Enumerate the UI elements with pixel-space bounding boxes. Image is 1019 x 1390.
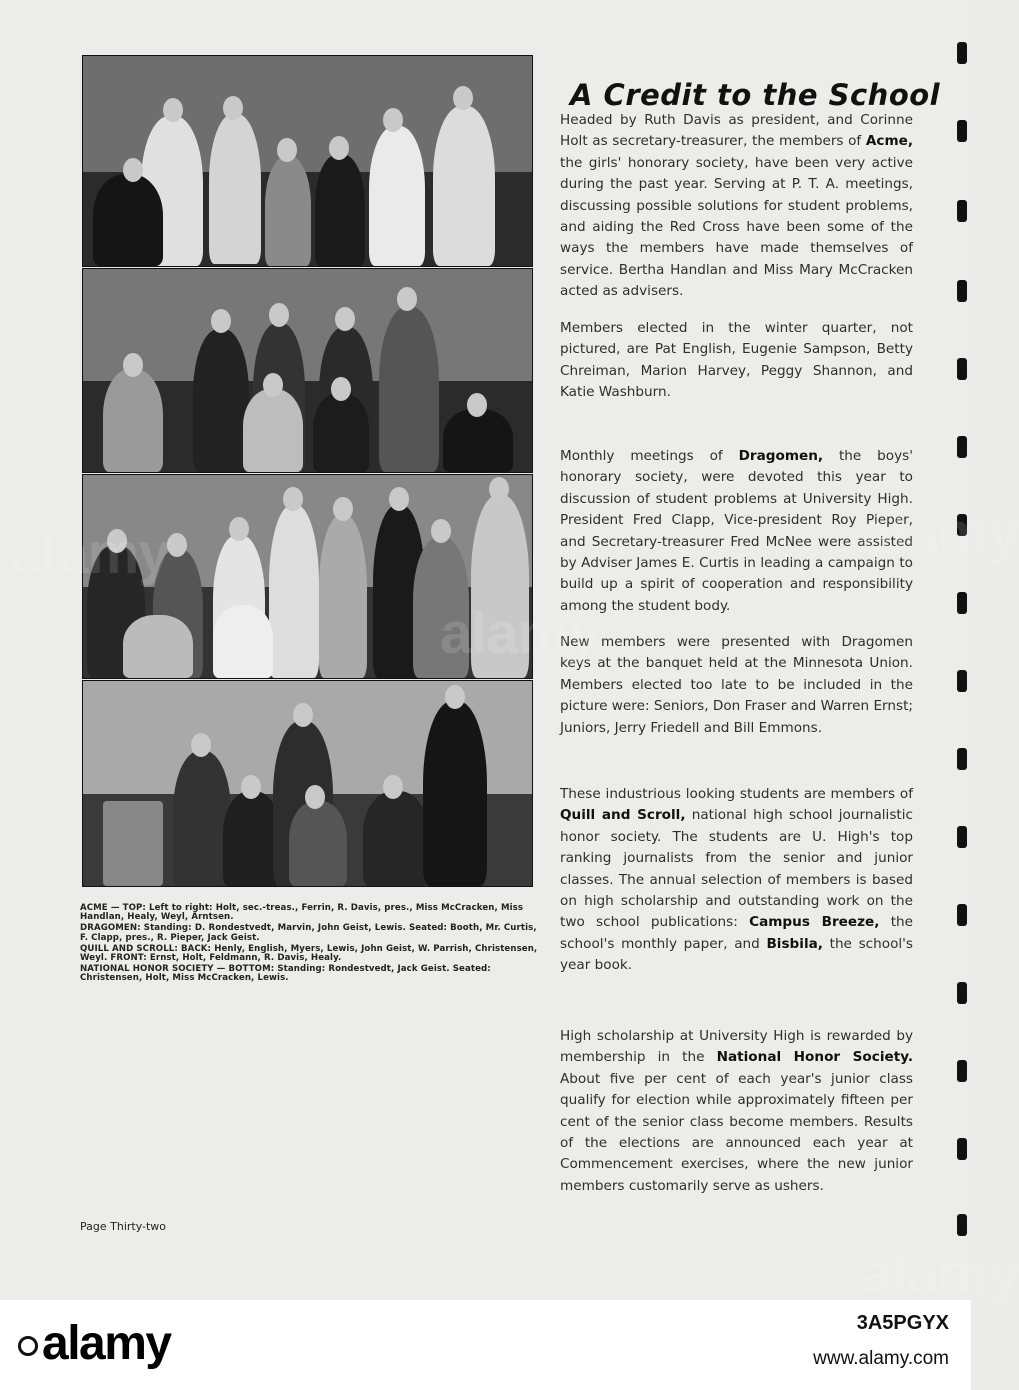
- photo-quill-and-scroll: [82, 474, 533, 679]
- caption-acme: ACME — TOP: Left to right: Holt, sec.-treas., Ferrin, R. Davis, pres., Miss McCracken, Miss Handlan, Healy, Weyl, Arntsen.: [80, 903, 524, 923]
- watermark: alamy: [860, 1241, 1019, 1306]
- caption-national-honor-society: NATIONAL HONOR SOCIETY — BOTTOM: Standing: Rondestvedt, Jack Geist. Seated: Christensen, Holt, Miss McCracken, Lewis.: [80, 964, 491, 984]
- watermark: alamy: [860, 501, 1019, 566]
- page-title: A Credit to the School: [570, 78, 941, 112]
- image-id: 3A5PGYX: [856, 1312, 949, 1334]
- paragraph-acme: Headed by Ruth Davis as president, and Corinne Holt as secretary-treasurer, the members of Acme, the girls' honorary society, have been very active during the past year. Serving at P. T. A. meetings, discussing possible solutions for student problems, and aiding the Red Cross have been some of the ways the members have made themselves of service. Bertha Handlan and Miss Mary McCracken acted as advisers.: [560, 112, 913, 300]
- bisbila: Bisbila,: [766, 935, 823, 952]
- paragraph-dragomen-members: New members were presented with Dragomen keys at the banquet held at the Minnesota Union. Members elected too late to be included in the picture were: Seniors, Don Fraser and Warren Ernst; Juniors, Jerry Friedell and Bill Emmons.: [560, 634, 913, 736]
- spiral-binding: [941, 0, 971, 1300]
- quill-name: Quill and Scroll,: [560, 807, 686, 824]
- photo-acme: [82, 55, 533, 267]
- paragraph-national-honor-society: High scholarship at University High is rewarded by membership in the National Honor Society. About five per cent of each year's junior class qualify for election while approximately fifteen per cent of the senior class become members. Results of the elections are announced each year at Commencement exercises, where the new junior members customarily serve as ushers.: [560, 1028, 913, 1194]
- caption-dragomen: DRAGOMEN: Standing: D. Rondestvedt, Marvin, John Geist, Lewis. Seated: Booth, Mr. Curtis, F. Clapp, pres., R. Pieper, Jack Geist.: [80, 923, 537, 943]
- campus-breeze: Campus Breeze,: [749, 914, 880, 931]
- caption-quill-and-scroll: QUILL AND SCROLL: BACK: Henly, English, Myers, Lewis, John Geist, W. Parrish, Christensen, Weyl. FRONT: Ernst, Holt, Feldmann, R. Davis, Healy.: [80, 943, 538, 964]
- paragraph-acme-members: Members elected in the winter quarter, not pictured, are Pat English, Eugenie Sampson, Betty Chreiman, Marion Harvey, Peggy Shannon, and Katie Washburn.: [560, 320, 913, 401]
- acme-name: Acme,: [865, 133, 913, 150]
- dragomen-name: Dragomen,: [738, 448, 824, 464]
- stock-footer: [0, 1300, 971, 1390]
- site-url: www.alamy.com: [813, 1348, 949, 1369]
- photo-dragomen: [82, 268, 533, 473]
- paragraph-dragomen: Monthly meetings of Dragomen, the boys' honorary society, were devoted this year to discussion of student problems at University High. President Fred Clapp, Vice-president Roy Pieper, and Secretary-treasurer Fred McNee were assisted by Adviser James E. Curtis in leading a campaign to build up a spirit of cooperation and responsibility among the student body.: [560, 448, 913, 614]
- photo-captions: [80, 904, 540, 986]
- page-number: Page Thirty-two: [80, 1220, 167, 1233]
- paragraph-quill-and-scroll: These industrious looking students are members of Quill and Scroll, national high school journalistic honor society. The students are U. High's top ranking journalists from the senior and junior classes. The annual selection of members is based on high scholarship and outstanding work on the two school publications: Campus Breeze, the school's monthly paper, and Bisbila, the school's year book.: [560, 786, 913, 974]
- alamy-logo-icon: [18, 1336, 38, 1356]
- photo-national-honor-society: [82, 680, 533, 887]
- alamy-logo: alamy: [18, 1316, 171, 1371]
- nhs-name: National Honor Society.: [716, 1049, 913, 1066]
